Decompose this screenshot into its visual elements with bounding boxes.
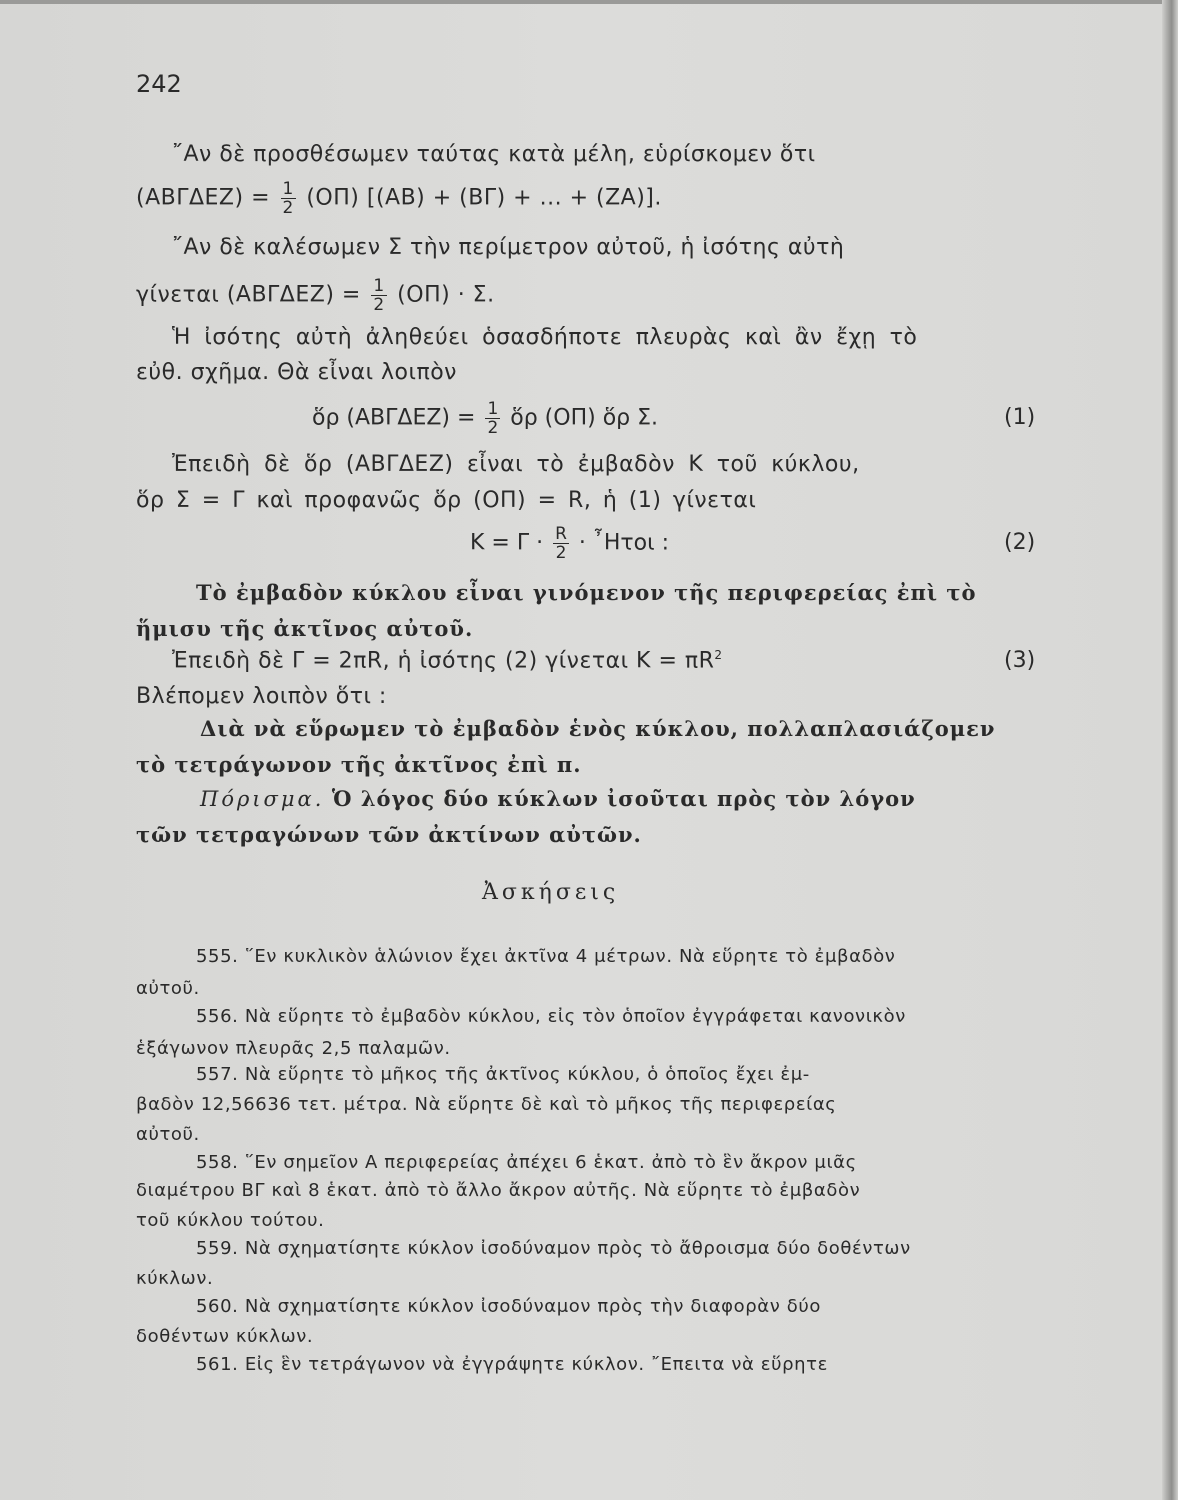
exercise-560-cont: δοθέντων κύκλων. — [136, 1326, 314, 1347]
fraction-r-over-2: $\frac{R}{2}$ — [555, 524, 567, 563]
paragraph-perimeter: ῎Αν δὲ καλέσωμεν Σ τὴν περίμετρον αὐτοῦ, ἡ ἰσότης αὐτὴ — [172, 235, 845, 260]
exercise-559: 559. Νὰ σχηματίσητε κύκλον ἰσοδύναμον πρὸς τὸ ἄθροισμα δύο δοθέντων — [196, 1238, 911, 1259]
paragraph-pi: Ἐπειδὴ δὲ Γ = 2πR, ἡ ἰσότης (2) γίνεται $K = \pi R^2$ — [172, 648, 723, 674]
fraction-half: $\frac{1}{2}$ — [373, 276, 385, 315]
exercise-557: 557. Νὰ εὕρητε τὸ μῆκος τῆς ἀκτῖνος κύκλου, ὁ ὁποῖος ἔχει ἐμ- — [196, 1064, 810, 1085]
exercise-557-cont2: αὐτοῦ. — [136, 1124, 200, 1145]
paragraph-equality-cont: εὐθ. σχῆμα. Θὰ εἶναι λοιπὸν — [136, 360, 457, 385]
exercises-heading: Ἀσκήσεις — [482, 880, 620, 905]
corollary-cont: τῶν τετραγώνων τῶν ἀκτίνων αὐτῶν. — [136, 822, 642, 847]
exercise-555-cont: αὐτοῦ. — [136, 978, 200, 999]
corollary: Πόρισμα. Ὁ λόγος δύο κύκλων ἰσοῦται πρὸς τὸν λόγον — [200, 786, 916, 811]
page-top-edge — [0, 0, 1178, 4]
theorem-area: Τὸ ἐμβαδὸν κύκλου εἶναι γινόμενον τῆς περιφερείας ἐπὶ τὸ — [196, 580, 977, 605]
equation-2: Κ = Γ · $\frac{R}{2}$ · ῏Ητοι : — [470, 524, 669, 563]
corollary-label: Πόρισμα. — [200, 787, 325, 811]
exercise-560: 560. Νὰ σχηματίσητε κύκλον ἰσοδύναμον πρὸς τὴν διαφορὰν δύο — [196, 1296, 821, 1317]
page-binding-edge — [1162, 0, 1178, 1500]
equation-area-sum — [136, 180, 662, 217]
theorem-rule-cont: τὸ τετράγωνον τῆς ἀκτῖνος ἐπὶ π. — [136, 752, 582, 777]
eq-a-left: (ΑΒΓΔΕΖ) = — [136, 185, 271, 211]
equation-1: ὅρ (ΑΒΓΔΕΖ) = $\frac{1}{2}$ ὅρ (ΟΠ) ὅρ Σ. — [312, 399, 659, 438]
exercise-558: 558. ῞Εν σημεῖον Α περιφερείας ἀπέχει 6 ἑκατ. ἀπὸ τὸ ἓν ἄκρον μιᾶς — [196, 1152, 857, 1173]
eq-a-right: (ΟΠ) [(ΑΒ) + (ΒΓ) + ... + (ΖΑ)]. — [306, 185, 662, 211]
equation-2-number: (2) — [1004, 530, 1036, 555]
paragraph-since: Ἐπειδὴ δὲ ὅρ (ΑΒΓΔΕΖ) εἶναι τὸ ἐμβαδὸν Κ τοῦ κύκλου, — [172, 452, 860, 477]
paragraph-equality: Ἡ ἰσότης αὐτὴ ἀληθεύει ὁσασδήποτε πλευρὰς καὶ ἂν ἔχῃ τὸ — [172, 325, 918, 350]
exercise-556-cont: ἑξάγωνον πλευρᾶς 2,5 παλαμῶν. — [136, 1038, 451, 1059]
exercise-559-cont: κύκλων. — [136, 1268, 214, 1289]
equation-1-number: (1) — [1004, 405, 1036, 430]
exercise-558-cont2: τοῦ κύκλου τούτου. — [136, 1210, 325, 1231]
fraction-half: $\frac{1}{2}$ — [282, 179, 294, 218]
theorem-area-cont: ἥμισυ τῆς ἀκτῖνος αὐτοῦ. — [136, 616, 474, 641]
theorem-rule: Διὰ νὰ εὕρωμεν τὸ ἐμβαδὸν ἑνὸς κύκλου, πολλαπλασιάζομεν — [200, 716, 996, 741]
exercise-561: 561. Εἰς ἓν τετράγωνον νὰ ἐγγράψητε κύκλον. ῎Επειτα νὰ εὕρητε — [196, 1354, 828, 1375]
equation-area-perimeter: γίνεται (ΑΒΓΔΕΖ) = $\frac{1}{2}$ (ΟΠ) · Σ. — [136, 276, 495, 315]
paragraph-we-see: Βλέπομεν λοιπὸν ὅτι : — [136, 684, 387, 709]
equation-3-number: (3) — [1004, 648, 1036, 673]
exercise-558-cont: διαμέτρου ΒΓ καὶ 8 ἑκατ. ἀπὸ τὸ ἄλλο ἄκρον αὐτῆς. Νὰ εὕρητε τὸ ἐμβαδὸν — [136, 1180, 861, 1201]
fraction-half: $\frac{1}{2}$ — [487, 399, 499, 438]
exercise-557-cont: βαδὸν 12,56636 τετ. μέτρα. Νὰ εὕρητε δὲ καὶ τὸ μῆκος τῆς περιφερείας — [136, 1094, 837, 1115]
exercise-556: 556. Νὰ εὕρητε τὸ ἐμβαδὸν κύκλου, εἰς τὸν ὁποῖον ἐγγράφεται κανονικὸν — [196, 1006, 906, 1027]
paragraph-since-cont: ὅρ Σ = Γ καὶ προφανῶς ὅρ (ΟΠ) = R, ἡ (1) γίνεται — [136, 488, 757, 513]
exercise-555: 555. ῞Εν κυκλικὸν ἁλώνιον ἔχει ἀκτῖνα 4 μέτρων. Νὰ εὕρητε τὸ ἐμβαδὸν — [196, 946, 896, 967]
page-number: 242 — [136, 70, 182, 98]
paragraph-sum: ῎Αν δὲ προσθέσωμεν ταύτας κατὰ μέλη, εὑρίσκομεν ὅτι — [172, 142, 816, 167]
